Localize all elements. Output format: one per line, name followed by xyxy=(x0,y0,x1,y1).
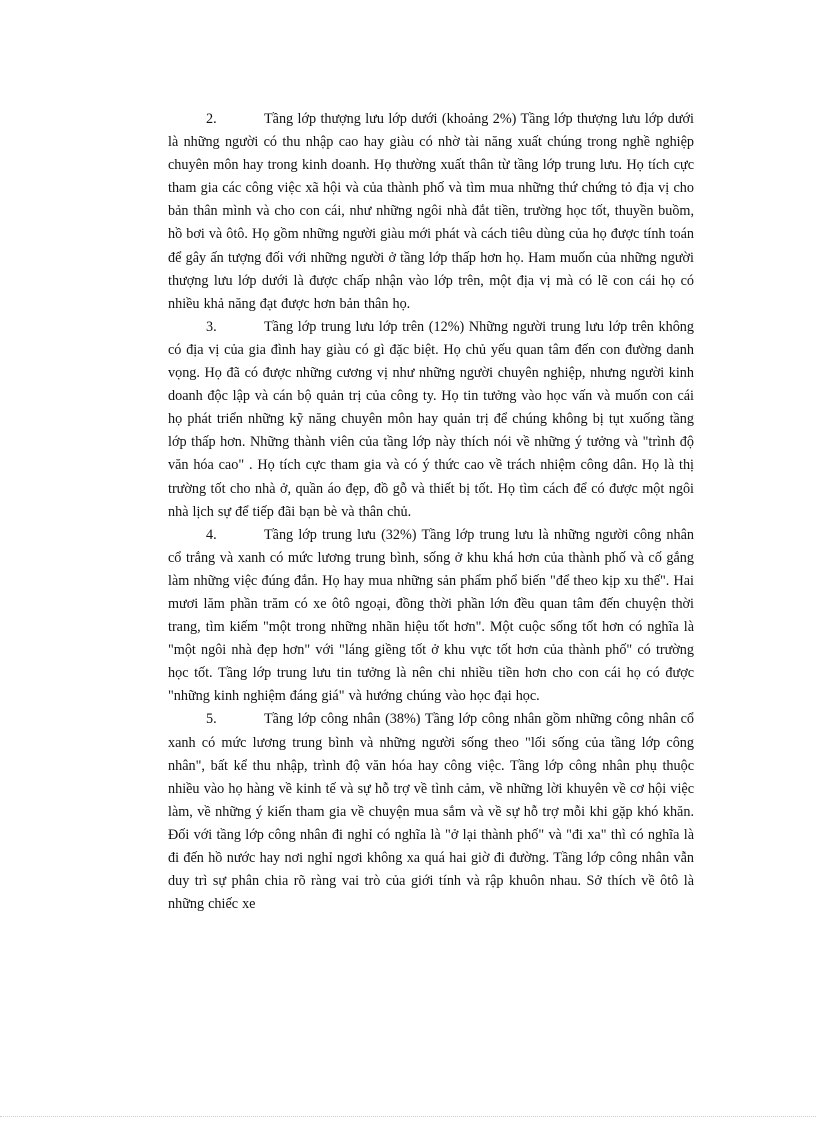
paragraph-text: Tầng lớp trung lưu lớp trên (12%) Những người trung lưu lớp trên không có địa vị của gia đình hay giàu có gì đặc biệt. Họ chủ yếu quan tâm đến con đường danh vọng. Họ đã có được những cương vị như những người chuyên nghiệp, nhưng người kinh doanh độc lập và cán bộ quản trị của công ty. Họ tin tưởng vào học vấn và muốn con cái họ phát triển những kỹ năng chuyên môn hay quản trị để chúng không bị tụt xuống tầng lớp thấp hơn. Những thành viên của tầng lớp này thích nói về những ý tưởng và "trình độ văn hóa cao" . Họ tích cực tham gia và có ý thức cao về trách nhiệm công dân. Họ là thị trường tốt cho nhà ở, quần áo đẹp, đồ gỗ và thiết bị tốt. Họ tìm cách để có được một ngôi nhà lịch sự để tiếp đãi bạn bè và thân chủ. xyxy=(168,318,694,520)
paragraph-text: Tầng lớp công nhân (38%) Tầng lớp công nhân gồm những công nhân cổ xanh có mức lương trung bình và những người sống theo "lối sống của tầng lớp công nhân", bất kể thu nhập, trình độ văn hóa hay công việc. Tầng lớp công nhân phụ thuộc nhiều vào họ hàng về kinh tế và sự hỗ trợ về tình cảm, về những lời khuyên về cơ hội việc làm, về những ý kiến tham gia về chuyện mua sắm và về sự hỗ trợ mỗi khi gặp khó khăn. Đối với tầng lớp công nhân đi nghỉ có nghĩa là "ở lại thành phố" và "đi xa" thì có nghĩa là đi đến hồ nước hay nơi nghỉ ngơi không xa quá hai giờ đi đường. Tầng lớp công nhân vẫn duy trì sự phân chia rõ ràng vai trò của giới tính và rập khuôn nhau. Sở thích về ôtô là những chiếc xe xyxy=(168,711,694,913)
paragraph-item-3 xyxy=(168,316,694,524)
document-page xyxy=(168,108,694,916)
paragraph-text: Tầng lớp trung lưu (32%) Tầng lớp trung lưu là những người công nhân cổ trắng và xanh có mức lương trung bình, sống ở khu khá hơn của thành phố và cố gắng làm những việc đúng đắn. Họ hay mua những sản phẩm phổ biến "để theo kịp xu thế". Hai mươi lăm phần trăm có xe ôtô ngoại, đồng thời phần lớn đều quan tâm đến chuyện thời trang, tìm kiếm "một trong những nhãn hiệu tốt hơn". Một cuộc sống tốt hơn có nghĩa là "một ngôi nhà đẹp hơn" với "láng giềng tốt ở khu vực tốt hơn của thành phố" có trường học tốt. Tầng lớp trung lưu tin tưởng là nên chi nhiều tiền hơn cho con cái họ có được "những kinh nghiệm đáng giá" và hướng chúng vào học đại học. xyxy=(168,526,694,705)
paragraph-item-4 xyxy=(168,524,694,709)
paragraph-item-5 xyxy=(168,708,694,916)
paragraph-item-2 xyxy=(168,108,694,316)
paragraph-number: 5. xyxy=(206,711,217,728)
paragraph-number: 4. xyxy=(206,526,217,543)
paragraph-number: 3. xyxy=(206,318,217,335)
paragraph-text: Tầng lớp thượng lưu lớp dưới (khoảng 2%) Tầng lớp thượng lưu lớp dưới là những người có thu nhập cao hay giàu có nhờ tài năng xuất chúng trong nghề nghiệp chuyên môn hay trong kinh doanh. Họ thường xuất thân từ tầng lớp trung lưu. Họ tích cực tham gia các công việc xã hội và của thành phố và tìm mua những thứ chứng tỏ địa vị cho bản thân mình và cho con cái, như những ngôi nhà đắt tiền, trường học tốt, thuyền buồm, hồ bơi và ôtô. Họ gồm những người giàu mới phát và cách tiêu dùng của họ được tính toán để gây ấn tượng đối với những người ở tầng lớp thấp hơn họ. Ham muốn của những người thượng lưu lớp dưới là được chấp nhận vào lớp trên, một địa vị mà có lẽ con cái họ có nhiều khả năng đạt được hơn bản thân họ. xyxy=(168,111,694,312)
paragraph-number: 2. xyxy=(206,111,217,127)
page-bottom-divider xyxy=(0,1116,816,1117)
